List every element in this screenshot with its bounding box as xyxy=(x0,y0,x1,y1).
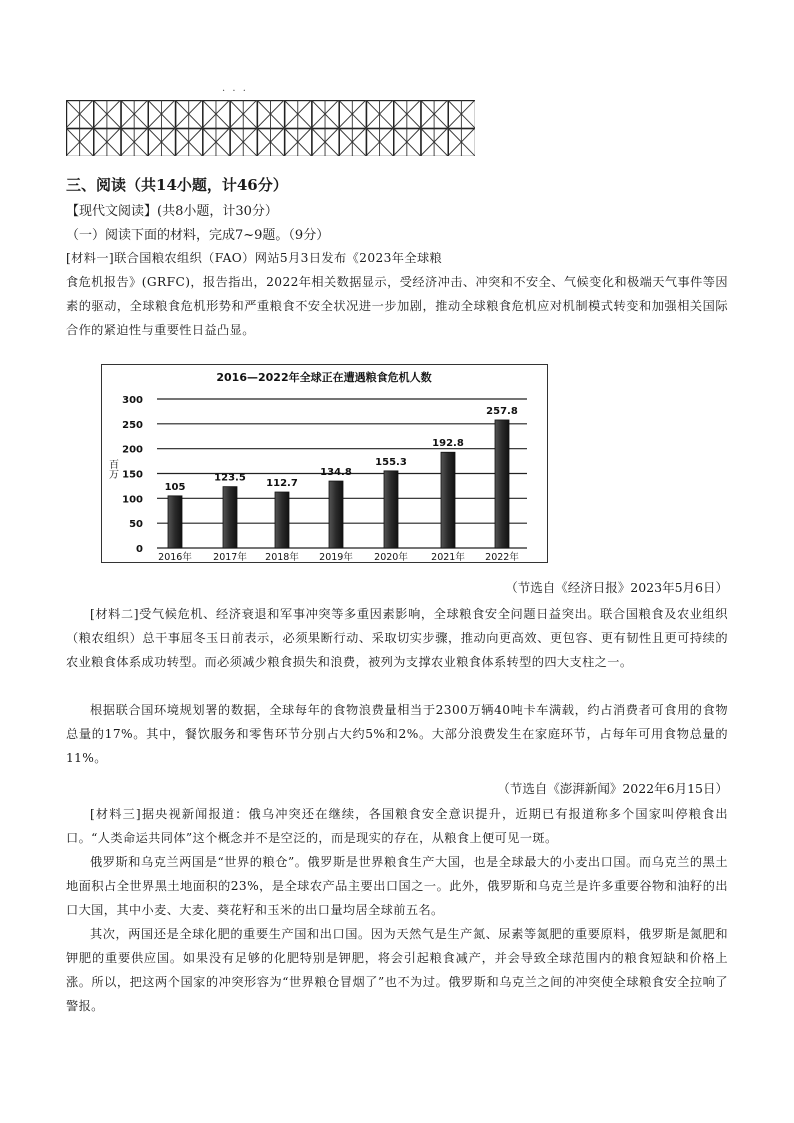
grid-cell xyxy=(311,128,339,156)
chart-ytick-label: 200 xyxy=(122,444,143,456)
grid-cell xyxy=(284,128,312,156)
grid-cell xyxy=(420,100,448,129)
grid-cell xyxy=(366,128,394,156)
grid-cell xyxy=(148,128,176,156)
modern-reading-heading: 【现代文阅读】(共8小题，计30分） xyxy=(66,204,278,219)
grid-cell xyxy=(66,100,94,129)
chart-ytick-label: 150 xyxy=(122,469,143,481)
grid-cell xyxy=(93,128,121,156)
chart-bar xyxy=(384,471,398,548)
chart-xtick-label: 2021年 xyxy=(431,552,465,562)
chart-data-label: 192.8 xyxy=(432,438,464,450)
chart-bar xyxy=(168,496,182,548)
chart-xtick-label: 2019年 xyxy=(319,552,353,562)
chart-title: 2016—2022年全球正在遭遇粮食危机人数 xyxy=(216,371,432,384)
grid-cell xyxy=(175,100,203,129)
bar-chart-svg xyxy=(102,365,547,562)
top-residue-text: · · · xyxy=(222,86,248,97)
question-intro: （一）阅读下面的材料，完成7~9题。（9分） xyxy=(66,228,330,243)
chart-xtick-label: 2018年 xyxy=(265,552,299,562)
writing-grid-cells xyxy=(66,100,475,156)
grid-cell xyxy=(366,100,394,129)
grid-cell xyxy=(230,100,258,129)
grid-cell xyxy=(393,128,421,156)
grid-cell xyxy=(202,100,230,129)
material2-source: （节选自《澎湃新闻》2022年6月15日） xyxy=(497,781,728,796)
grid-cell xyxy=(311,100,339,129)
material3-paragraph-1: [材料三]据央视新闻报道：俄乌冲突还在继续，各国粮食安全意识提升，近期已有报道称多个国家叫停粮食出口。“人类命运共同体”这个概念并不是空泛的，而是现实的存在，从粮食上便可见一斑。 xyxy=(66,807,728,845)
grid-cell xyxy=(121,128,149,156)
chart-xtick-label: 2022年 xyxy=(485,552,519,562)
chart-xtick-label: 2017年 xyxy=(213,552,247,562)
chart-ylabel: 百万 xyxy=(106,459,118,479)
grid-cell xyxy=(420,128,448,156)
grid-cell xyxy=(448,128,475,156)
chart-xtick-label: 2016年 xyxy=(158,552,192,562)
chart-ytick-label: 100 xyxy=(122,494,143,506)
material2-paragraph-2: 根据联合国环境规划署的数据，全球每年的食物浪费量相当于2300万辆40吨卡车满载，约占消费者可食用的食物总量的17%。其中，餐饮服务和零售环节分别占大约5%和2%。大部分浪费发生在家庭环节，占每年可用食物总量的11%。 xyxy=(66,703,728,765)
grid-cell xyxy=(257,128,285,156)
chart-data-label: 257.8 xyxy=(486,405,518,417)
material3-paragraph-2: 俄罗斯和乌克兰两国是“世界的粮仓”。俄罗斯是世界粮食生产大国，也是全球最大的小麦出口国。而乌克兰的黑土地面积占全世界黑土地面积的23%，是全球农产品主要出口国之一。此外，俄罗斯和乌克兰是许多重要谷物和油籽的出口大国，其中小麦、大麦、葵花籽和玉米的出口量均居全球前五名。 xyxy=(66,855,728,917)
bar-chart xyxy=(101,364,548,563)
chart-data-label: 112.7 xyxy=(266,478,298,490)
grid-cell xyxy=(202,128,230,156)
grid-cell xyxy=(175,128,203,156)
material2-paragraph-1: [材料二]受气候危机、经济衰退和军事冲突等多重因素影响，全球粮食安全问题日益突出。联合国粮食及农业组织（粮农组织）总干事屈冬玉日前表示，必须果断行动、采取切实步骤，推动向更高效、更包容、更有韧性且更可持续的农业粮食体系成功转型。而必须减少粮食损失和浪费，被列为支撑农业粮食体系转型的四大支柱之一。 xyxy=(66,607,728,669)
chart-data-label: 155.3 xyxy=(375,456,407,468)
chart-ytick-label: 50 xyxy=(129,519,143,531)
grid-cell xyxy=(284,100,312,129)
grid-cell xyxy=(339,100,367,129)
grid-cell xyxy=(121,100,149,129)
grid-cell xyxy=(393,100,421,129)
chart-data-label: 134.8 xyxy=(320,467,352,479)
material3-paragraph-3: 其次，两国还是全球化肥的重要生产国和出口国。因为天然气是生产氮、尿素等氮肥的重要原料，俄罗斯是氮肥和钾肥的重要供应国。如果没有足够的化肥特别是钾肥，将会引起粮食减产，并会导致全球范围内的粮食短缺和价格上涨。所以，把这两个国家的冲突形容为“世界粮仓冒烟了”也不为过。俄罗斯和乌克兰之间的冲突使全球粮食安全拉响了警报。 xyxy=(66,927,728,1013)
chart-bar xyxy=(495,420,509,548)
chart-data-label: 123.5 xyxy=(214,472,246,484)
material1-body: 食危机报告》(GRFC)，报告指出，2022年相关数据显示，受经济冲击、冲突和不安全、气候变化和极端天气事件等因素的驱动，全球粮食危机形势和严重粮食不安全状况进一步加剧，推动全球粮食危机应对机制模式转变和加强相关国际合作的紧迫性与重要性日益凸显。 xyxy=(66,275,728,337)
material1-source: （节选自《经济日报》2023年5月6日） xyxy=(505,580,728,595)
chart-ytick-label: 300 xyxy=(122,395,143,406)
material1-line1: [材料一]联合国粮农组织（FAO）网站5月3日发布《2023年全球粮 xyxy=(66,251,443,265)
chart-ytick-label: 250 xyxy=(122,419,143,431)
grid-cell xyxy=(230,128,258,156)
grid-cell xyxy=(257,100,285,129)
chart-bar xyxy=(223,487,237,548)
chart-bar xyxy=(441,452,455,548)
chart-bar xyxy=(329,481,343,548)
grid-cell xyxy=(339,128,367,156)
writing-grid xyxy=(66,100,475,156)
grid-cell xyxy=(448,100,475,129)
chart-ytick-label: 0 xyxy=(136,544,143,555)
chart-bar xyxy=(275,492,289,548)
grid-cell xyxy=(93,100,121,129)
chart-xtick-label: 2020年 xyxy=(374,552,408,562)
section-heading: 三、阅读（共14小题，计46分） xyxy=(66,176,288,194)
grid-cell xyxy=(66,128,94,156)
chart-data-label: 105 xyxy=(164,481,186,493)
grid-cell xyxy=(148,100,176,129)
